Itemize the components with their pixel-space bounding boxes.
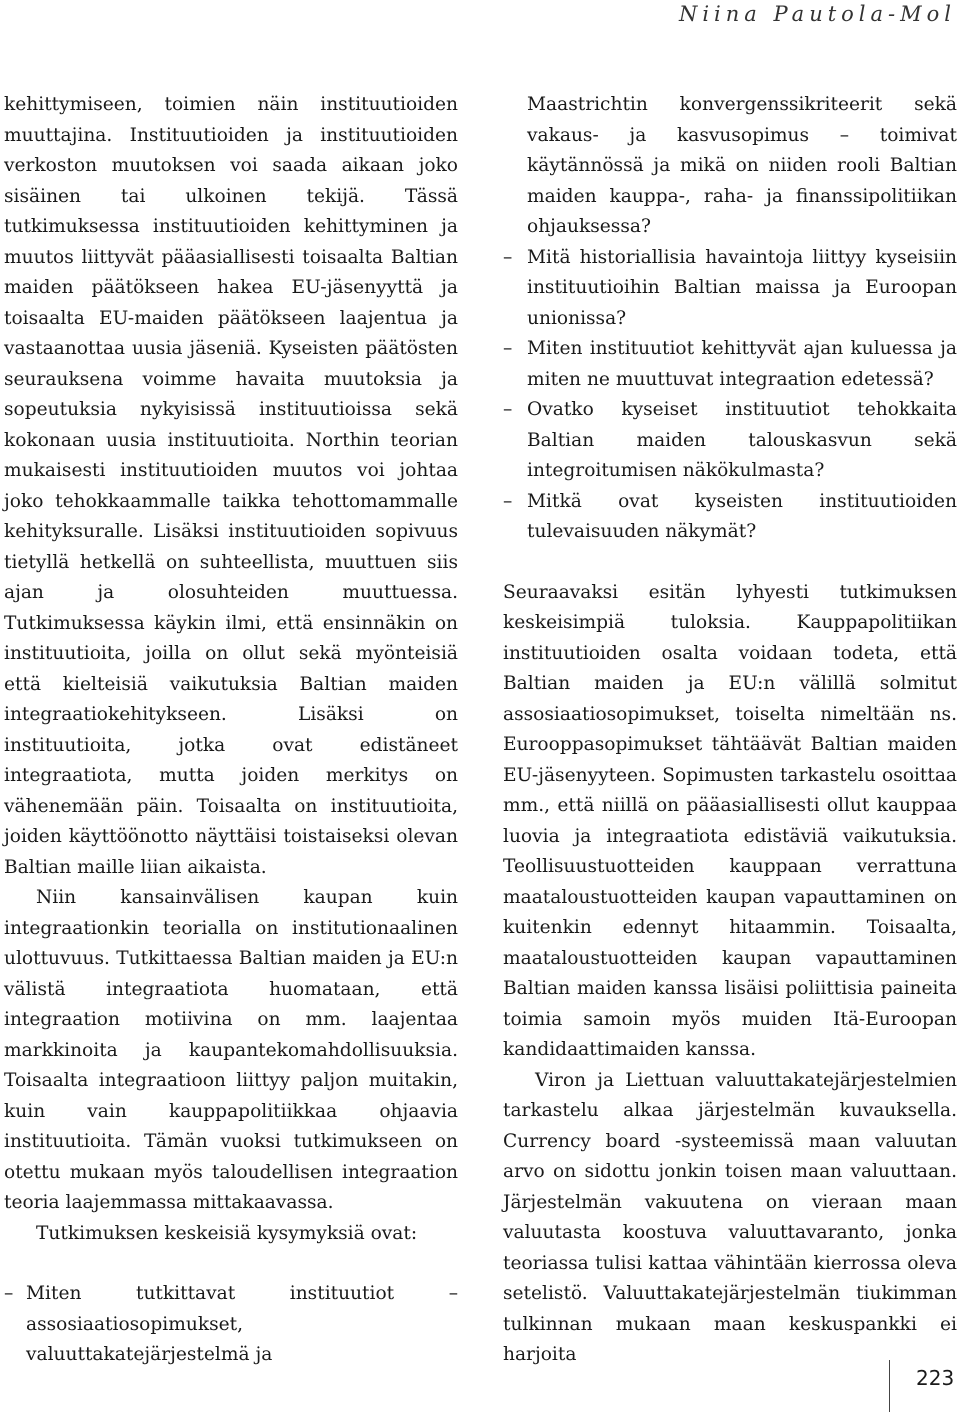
page-number: 223 [916, 1366, 955, 1390]
question-list [4, 1279, 458, 1371]
body-paragraph: Seuraavaksi esitän lyhyesti tutkimuksen keskeisimpiä tuloksia. Kauppapolitiikan instituutioiden osalta voidaan todeta, että Baltian maiden ja EU:n välillä solmitut assosiaatiosopimukset, toiselta nimeltään ns. Eurooppasopimukset tähtäävät Baltian maiden EU-jäsenyyteen. Sopimusten tarkastelu osoittaa mm., että niillä on pääasiallisesti ollut kauppaa luovia ja integraatiota edistäviä vaikutuksia. Teollisuustuotteiden kauppaan verrattuna maataloustuotteiden kaupan vapauttaminen on kuitenkin edennyt hitaammin. Toisaalta, maataloustuotteiden kaupan vapauttaminen Baltian maiden kanssa lisäisi poliittisia paineita toimia samoin myös muiden Itä-Euroopan kandidaattimaiden kanssa. [503, 581, 957, 1060]
question-item [503, 487, 957, 548]
body-paragraph: Viron ja Liettuan valuuttakatejärjestelmien tarkastelu alkaa järjestelmän kuvauksella. Currency board -systeemissä maan valuutan arvo on sidottu jonkin toisen maan valuuttaan. Järjestelmän vakuutena on vieraan maan valuutasta koostuva valuuttavaranto, jonka teoriassa tulisi kattaa vähintään kierrossa oleva setelistö. Valuuttakatejärjestelmän tiukimman tulkinnan mukaan maan keskuspankki ei harjoita [503, 1069, 957, 1365]
question-text: Ovatko kyseiset instituutiot tehokkaita Baltian maiden talouskasvun sekä integroitumisen näkökulmasta? [527, 399, 957, 481]
dash-bullet: – [503, 399, 513, 420]
question-text: Mitkä ovat kyseisten instituutioiden tulevaisuuden näkymät? [527, 490, 957, 542]
question-item [4, 1279, 458, 1371]
question-text: Miten tutkittavat instituutiot – assosiaatiosopimukset, valuuttakatejärjestelmä ja [26, 1283, 458, 1365]
left-column [4, 90, 458, 1371]
body-paragraph: Tutkimuksen keskeisiä kysymyksiä ovat: [36, 1222, 418, 1244]
running-head: Niina Pautola-Mol [678, 2, 956, 26]
dash-bullet: – [503, 490, 513, 512]
dash-bullet: – [4, 1283, 14, 1304]
question-text: Mitä historiallisia havaintoja liittyy kyseisiin instituutioihin Baltian maissa ja Euroopan unionissa? [527, 246, 957, 329]
page-number-box [889, 1360, 960, 1412]
question-item [503, 334, 957, 395]
right-column [503, 90, 957, 1371]
question-item-continued [503, 90, 957, 243]
question-item [503, 243, 957, 335]
body-paragraph: Niin kansainvälisen kaupan kuin integraationkin teorialla on institutionaalinen ulottuvuus. Tutkittaessa Baltian maiden ja EU:n välistä integraatiota huomataan, että integraation motiivina on mm. laajentaa markkinoita ja kaupantekomahdollisuuksia. Toisaalta integraatioon liittyy paljon muitakin, kuin vain kauppapolitiikkaa ohjaavia instituutioita. Tämän vuoksi tutkimukseen on otettu mukaan myös taloudellisen integraation teoria laajemmassa mittakaavassa. [4, 887, 458, 1213]
dash-bullet: – [503, 246, 513, 268]
question-text: Miten instituutiot kehittyvät ajan kuluessa ja miten ne muuttuvat integraation edetessä? [527, 338, 957, 390]
question-list [503, 90, 957, 548]
body-paragraph: kehittymiseen, toimien näin instituutioiden muuttajina. Instituutioiden ja instituutioiden verkoston muutoksen voi saada aikaan joko sisäinen tai ulkoinen tekijä. Tässä tutkimuksessa instituutioiden kehittyminen ja muutos liittyvät pääasiallisesti toisaalta Baltian maiden päätökseen hakea EU-jäsenyyttä ja toisaalta EU-maiden päätökseen laajentua ja vastaanottaa uusia jäseniä. Kyseisten päätösten seurauksena voimme havaita muutoksia ja sopeutuksia nykyisissä instituutioissa sekä kokonaan uusia instituutioita. Northin teorian mukaisesti instituutioiden muutos voi johtaa joko tehokkaammalle taikka tehottomammalle kehityksuralle. Lisäksi instituutioiden sopivuus tietyllä hetkellä on suhteellista, muuttuen siis ajan ja olosuhteiden muuttuessa. Tutkimuksessa käykin ilmi, että ensinnäkin on instituutioita, joilla on ollut sekä myönteisiä että kielteisiä vaikutuksia Baltian maiden integraatiokehitykseen. Lisäksi on instituutioita, jotka ovat edistäneet integraatiota, mutta joiden merkitys on vähenemään päin. Toisaalta on instituutioita, joiden käyttöönotto näyttäisi toistaiseksi olevan Baltian maille liian aikaista. [4, 94, 458, 878]
question-item [503, 395, 957, 487]
question-text: Maastrichtin konvergenssikriteerit sekä vakaus- ja kasvusopimus – toimivat käytännössä ja mikä on niiden rooli Baltian maiden kauppa-, raha- ja finanssipolitiikan ohjauksessa? [527, 94, 957, 237]
dash-bullet: – [503, 338, 513, 359]
